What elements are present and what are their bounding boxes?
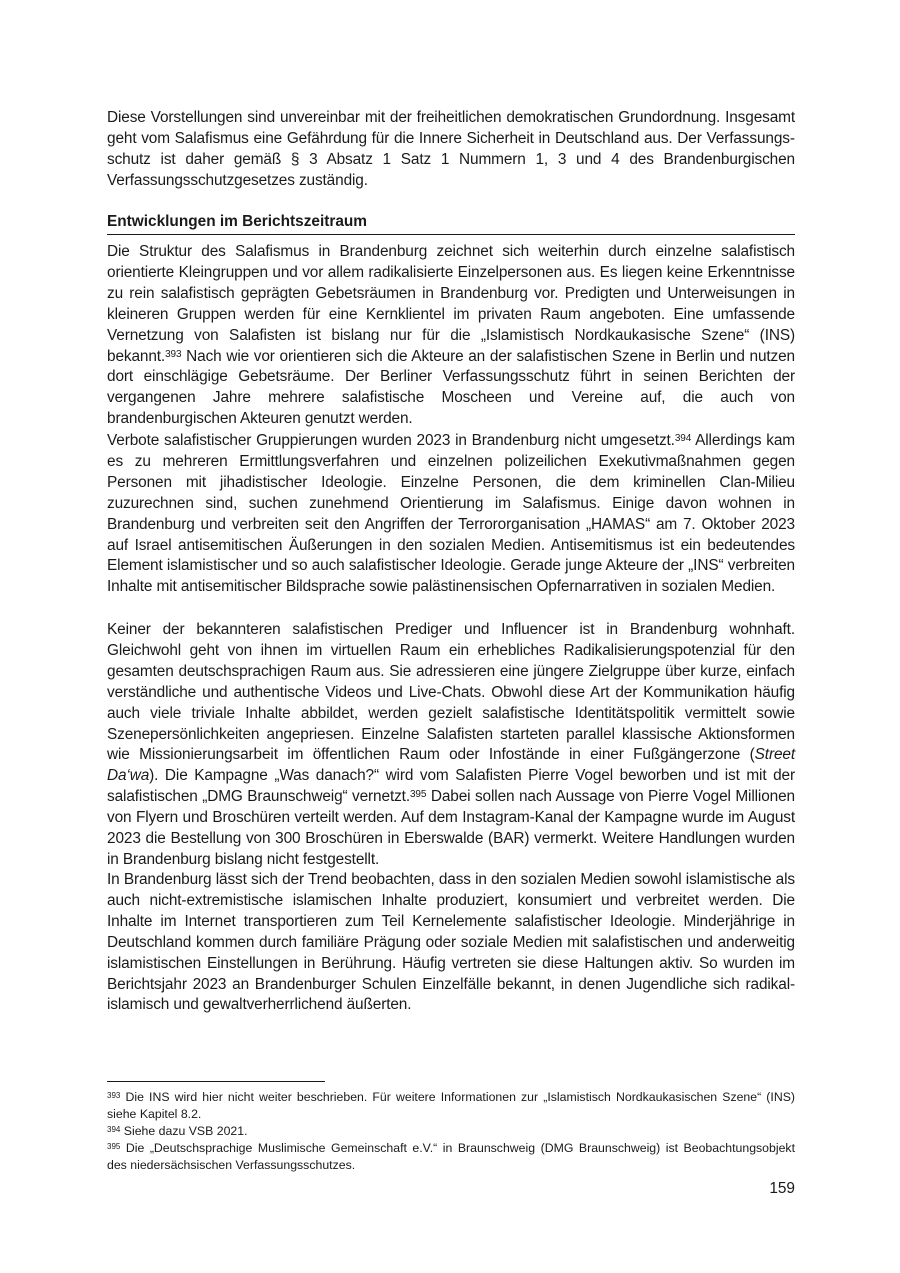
footnote-text: Die „Deutschsprachige Muslimische Gemeinschaft e.V.“ in Braunschweig (DMG Braunschweig) ist Beobachtungsobjekt des niedersächsischen Verfassungsschutzes. [107, 1141, 795, 1172]
footnote-ref-394[interactable]: 394 [674, 433, 692, 444]
footnote-text: Die INS wird hier nicht weiter beschrieben. Für weitere Informationen zur „Islamistisch Nordkaukasischen Szene“ (INS) siehe Kapitel 8.2. [107, 1090, 795, 1121]
footnote-number: 395 [107, 1142, 121, 1151]
footnotes-list [107, 1089, 795, 1174]
footnote-395 [107, 1140, 795, 1174]
trend-paragraph: In Brandenburg lässt sich der Trend beobachten, dass in den sozialen Medien sowohl islamistische als auch nicht-extremistische islamischen Inhalte produziert, konsumiert und verbreitet werden. Die Inhalte im Internet transportieren zum Teil Kernelemente salafistischer Ideologie. Minderjährige in Deutschland kommen durch familiäre Prägung oder soziale Medien mit salafistischen und anderweitig islamistischen Einstellungen in Berührung. Häufig vertreten sie diese Haltungen aktiv. So wurden im Berichtsjahr 2023 an Brandenburger Schulen Einzelfälle bekannt, in denen Jugendliche sich radikal-islamisch und gewaltverherrlichend äußerten. [107, 871, 795, 1014]
bans-text-cont: Allerdings kam es zu mehreren Ermittlungsverfahren und einzelnen polizeilichen Exekutivmaßnahmen gegen Personen mit jihadistischer Ideologie. Einzelne Personen, die dem kriminellen Clan-Milieu zuzurechnen sind, suchen zunehmend Orientierung im Salafismus. Einige davon wohnen in Brandenburg und verbreiten seit den Angriffen der Terrororganisation „HAMAS“ am 7. Oktober 2023 auf Israel antisemitischen Äußerungen in den sozialen Medien. Antisemitismus ist ein bedeutendes Element islamistischer und so auch salafistischer Ideologie. Gerade junge Akteure der „INS“ verbreiten Inhalte mit antisemitischer Bildsprache sowie palästinensischen Opfernarrativen in sozialen Medien. [107, 432, 795, 596]
page-number: 159 [769, 1180, 795, 1197]
influencers-text: Keiner der bekannteren salafistischen Prediger und Influencer ist in Brandenburg wohnhaft. Gleichwohl geht von ihnen im virtuellen Raum ein erhebliches Radikalisierungspotenzial für den gesamten deutschsprachigen Raum aus. Sie adressieren eine jüngere Zielgruppe über kurze, einfach verständliche und authentische Videos und Live-Chats. Obwohl diese Art der Kommunikation häufig auch viele triviale Inhalte abbildet, werden gezielt salafistische Identitätspolitik vermittelt sowie Szenepersönlichkeiten angepriesen. Einzelne Salafisten starteten parallel klassische Aktionsformen wie Missionierungsarbeit im öffentlichen Raum oder Infostände in einer Fußgängerzone ( [107, 621, 795, 764]
structure-paragraph [107, 242, 795, 430]
footnote-number: 394 [107, 1125, 121, 1134]
footnote-ref-395[interactable]: 395 [409, 789, 427, 801]
footnote-number: 393 [107, 1091, 121, 1100]
bans-paragraph [107, 431, 795, 598]
footnote-text: Siehe dazu VSB 2021. [120, 1124, 248, 1138]
street-dawa-term: Street Da‘wa [107, 746, 795, 785]
section-heading: Entwicklungen im Berichtszeitraum [107, 212, 795, 235]
bans-text: Verbote salafistischer Gruppierungen wurden 2023 in Brandenburg nicht umgesetzt. [107, 432, 675, 449]
footnote-separator [107, 1081, 325, 1082]
influencers-text-cont: ). Die Kampagne „Was danach?“ wird vom Salafisten Pierre Vogel beworben und ist mit der salafistischen „DMG Braunschweig“ vernetzt. [107, 767, 795, 806]
footnote-ref-393[interactable]: 393 [165, 348, 182, 360]
footnote-394 [107, 1123, 795, 1140]
structure-text-cont: Nach wie vor orientieren sich die Akteure an der salafistischen Szene in Berlin und nutzen dort einschlägige Gebetsräume. Der Berliner Verfassungsschutz führt in seinen Berichten der vergangenen Jahre mehrere salafistische Moscheen und Vereine auf, die auch von brandenburgischen Akteuren genutzt werden. [107, 347, 795, 428]
influencers-paragraph [107, 620, 795, 871]
influencers-text-end: Dabei sollen nach Aussage von Pierre Vogel Millionen von Flyern und Broschüren verteilt werden. Auf dem Instagram-Kanal der Kampagne wurde im August 2023 die Bestellung von 300 Broschüren in Eberswalde (BAR) vermerkt. Weitere Handlungen wurden in Brandenburg bislang nicht festgestellt. [107, 788, 795, 868]
structure-text: Die Struktur des Salafismus in Brandenburg zeichnet sich weiterhin durch einzelne salafistisch orientierte Kleingruppen und vor allem radikalisierte Einzelpersonen aus. Es liegen keine Erkenntnisse zu rein salafistisch geprägten Gebetsräumen in Brandenburg vor. Predigten und Unterweisungen in kleineren Gruppen werden für eine Kernklientel im privaten Raum angeboten. Eine umfassende Vernetzung von Salafisten ist bislang nur für die „Islamistisch Nordkaukasische Szene“ (INS) bekannt. [107, 243, 795, 365]
footnote-393 [107, 1089, 795, 1123]
intro-paragraph: Diese Vorstellungen sind unvereinbar mit der freiheitlichen demokratischen Grundordnung. Insgesamt geht vom Salafismus eine Gefährdung für die Innere Sicherheit in Deutschland aus. Der Verfassungsschutz ist daher gemäß § 3 Absatz 1 Satz 1 Nummern 1, 3 und 4 des Brandenburgischen Verfassungsschutzgesetzes zuständig. [107, 109, 795, 189]
